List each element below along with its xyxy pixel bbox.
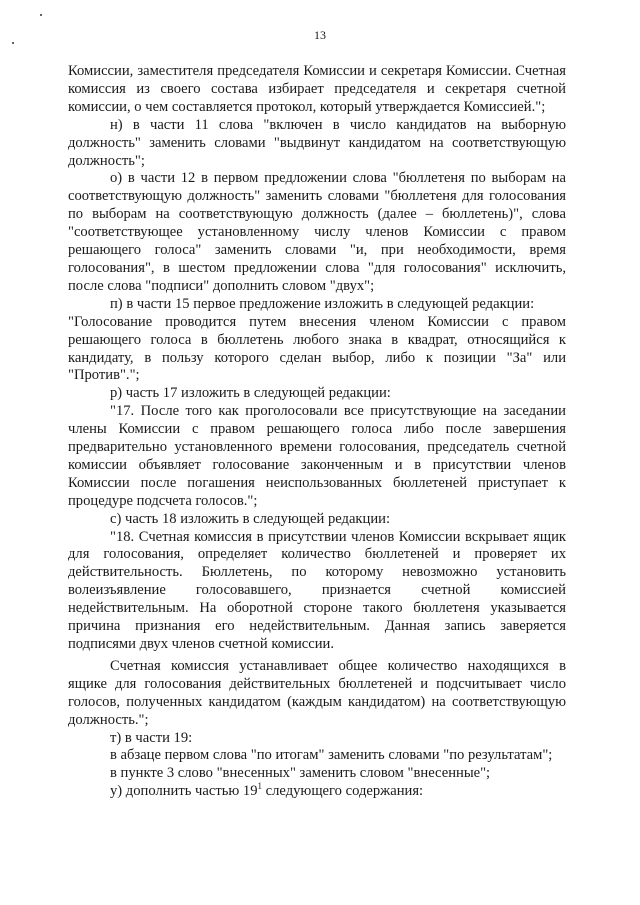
scan-speck xyxy=(12,42,14,44)
document-body xyxy=(68,63,566,801)
paragraph: Счетная комиссия устанавливает общее количество находящихся в ящике для голосования действительных бюллетеней и подсчитывает число голосов, полученных кандидатом (каждым кандидатом) на соответствующую должность."; xyxy=(68,657,566,728)
paragraph-last-after: следующего содержания: xyxy=(262,783,424,800)
paragraph: в абзаце первом слова "по итогам" заменить словами "по результатам"; xyxy=(110,747,553,764)
scan-speck xyxy=(40,14,42,16)
superscript-marker: 1 xyxy=(257,781,262,792)
paragraph: о) в части 12 в первом предложении слова "бюллетеня по выборам на соответствующую должность" заменить словами "бюллетеня для голосования по выборам на соответствующую должность (далее – бюллетень)", слова "соответствующее установленному числу членов Комиссии с правом решающего голоса" заменить словами "и, при необходимости, время голосования", в шестом предложении слова "для голосования" исключить, после слова "подписи" дополнить словом "двух"; xyxy=(68,170,566,294)
paragraph: н) в части 11 слова "включен в число кандидатов на выборную должность" заменить словами "выдвинут кандидатом на соответствующую должность"; xyxy=(68,116,566,169)
paragraph: "17. После того как проголосовали все присутствующие на заседании члены Комиссии с правом решающего голоса либо после завершения предварительно установленного времени голосования, председатель счетной комиссии объявляет голосование законченным и в присутствии членов Комиссии после погашения неиспользованных бюллетеней приступает к процедуре подсчета голосов."; xyxy=(68,403,566,509)
paragraph: "18. Счетная комиссия в присутствии членов Комиссии вскрывает ящик для голосования, определяет количество бюллетеней и проверяет их действительность. Бюллетень, по которому невозможно установить волеизъявление голосовавшего, признается счетной комиссией недействительным. На оборотной стороне такого бюллетеня указывается причина признания его недействительным. Данная запись заверяется подписями двух членов счетной комиссии. xyxy=(68,528,566,652)
paragraph: п) в части 15 первое предложение изложить в следующей редакции: xyxy=(110,295,535,312)
paragraph-last-before: у) дополнить частью 19 xyxy=(110,783,258,800)
paragraph: "Голосование проводится путем внесения членом Комиссии с правом решающего голоса в бюллетень любого знака в квадрат, относящийся к кандидату, в пользу которого сделан выбор, либо к позиции "За" или "Против"."; xyxy=(68,313,566,384)
page-number: 13 xyxy=(314,28,326,42)
paragraph: с) часть 18 изложить в следующей редакции: xyxy=(110,510,391,527)
paragraph: р) часть 17 изложить в следующей редакции: xyxy=(110,385,391,402)
paragraph: Комиссии, заместителя председателя Комиссии и секретаря Комиссии. Счетная комиссия из своего состава избирает председателя и секретаря счетной комиссии, о чем составляется протокол, который утверждается Комиссией."; xyxy=(68,63,566,115)
paragraph: т) в части 19: xyxy=(110,729,193,746)
paragraph: в пункте 3 слово "внесенных" заменить словом "внесенные"; xyxy=(110,765,491,782)
paragraph-last xyxy=(68,783,566,801)
